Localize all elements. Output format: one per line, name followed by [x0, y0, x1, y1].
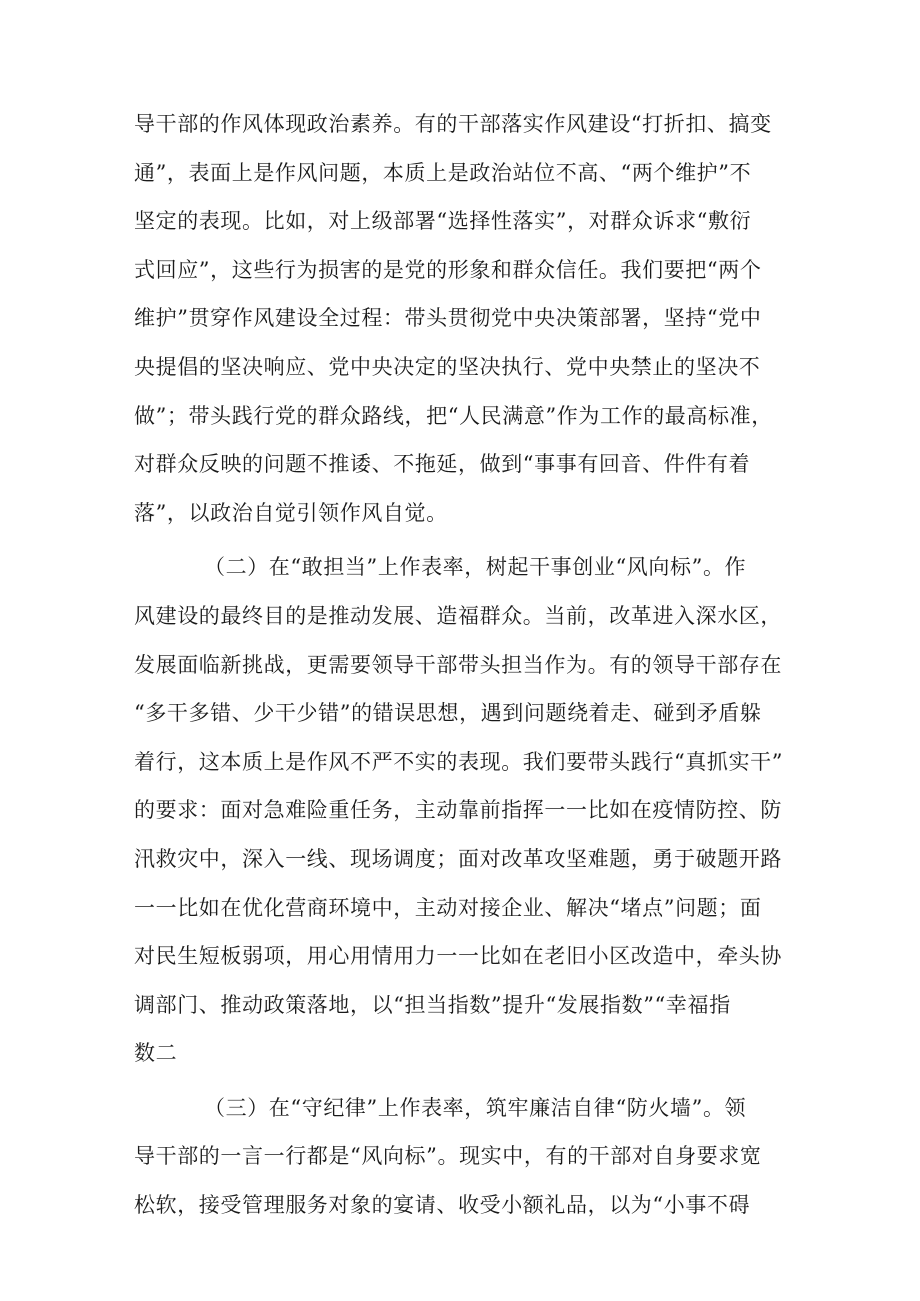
text-line: 央提倡的坚决响应、党中央决定的坚决执行、党中央禁止的坚决不 — [134, 354, 761, 379]
text-line: （二）在“敢担当”上作表率，树起干事创业“风向标”。作 — [204, 555, 747, 580]
text-line: 导干部的作风体现政治素养。有的干部落实作风建设“打折扣、搞变 — [134, 112, 772, 136]
text-line: 着行，这本质上是作风不严不实的表现。我们要带头践行“真抓实干” — [134, 749, 784, 774]
paragraph — [134, 543, 794, 1078]
text-line: 汛救灾中，深入一线、现场调度；面对改革攻坚难题，勇于破题开路 — [134, 846, 782, 871]
text-line: 松软，接受管理服务对象的宴请、收受小额礼品，以为“小事不碍 — [134, 1193, 751, 1218]
text-line: 对民生短板弱项，用心用情用力一一比如在老旧小区改造中，牵头协 — [134, 944, 782, 969]
text-line: （三）在“守纪律”上作表率，筑牢廉洁自律“防火墙”。领 — [204, 1095, 747, 1120]
text-line: 风建设的最终目的是推动发展、造福群众。当前，改革进入深水区， — [134, 603, 782, 628]
text-line: 做”；带头践行党的群众路线，把“人民满意”作为工作的最高标准， — [134, 403, 773, 428]
text-line: 一一比如在优化营商环境中，主动对接企业、解决“堵点”问题；面 — [134, 895, 762, 920]
paragraph — [134, 100, 794, 537]
text-line: 发展面临新挑战，更需要领导干部带头担当作为。有的领导干部存在 — [134, 652, 782, 677]
text-line: “多干多错、少干少错”的错误思想，遇到问题绕着走、碰到矛盾躲 — [134, 701, 762, 726]
text-line: 维护”贯穿作风建设全过程：带头贯彻党中央决策部署，坚持“党中 — [134, 306, 762, 331]
text-line: 坚定的表现。比如，对上级部署“选择性落实”，对群众诉求“敷衍 — [134, 209, 752, 234]
paragraph — [134, 1084, 794, 1230]
text-line: 式回应”，这些行为损害的是党的形象和群众信任。我们要把“两个 — [134, 257, 762, 282]
text-line: 数二 — [134, 1041, 178, 1066]
text-line: 通”，表面上是作风问题，本质上是政治站位不高、“两个维护”不 — [134, 160, 752, 185]
text-line: 调部门、推动政策落地，以“担当指数”提升“发展指数”“幸福指 — [134, 992, 731, 1017]
text-line: 对群众反映的问题不推诿、不拖延，做到“事事有回音、件件有着 — [134, 452, 751, 477]
text-line: 落”，以政治自觉引领作风自觉。 — [134, 500, 448, 525]
text-line: 导干部的一言一行都是“风向标”。现实中，有的干部对自身要求宽 — [134, 1144, 762, 1169]
document-body — [134, 100, 794, 1230]
text-line: 的要求：面对急难险重任务，主动靠前指挥一一比如在疫情防控、防 — [134, 798, 782, 823]
